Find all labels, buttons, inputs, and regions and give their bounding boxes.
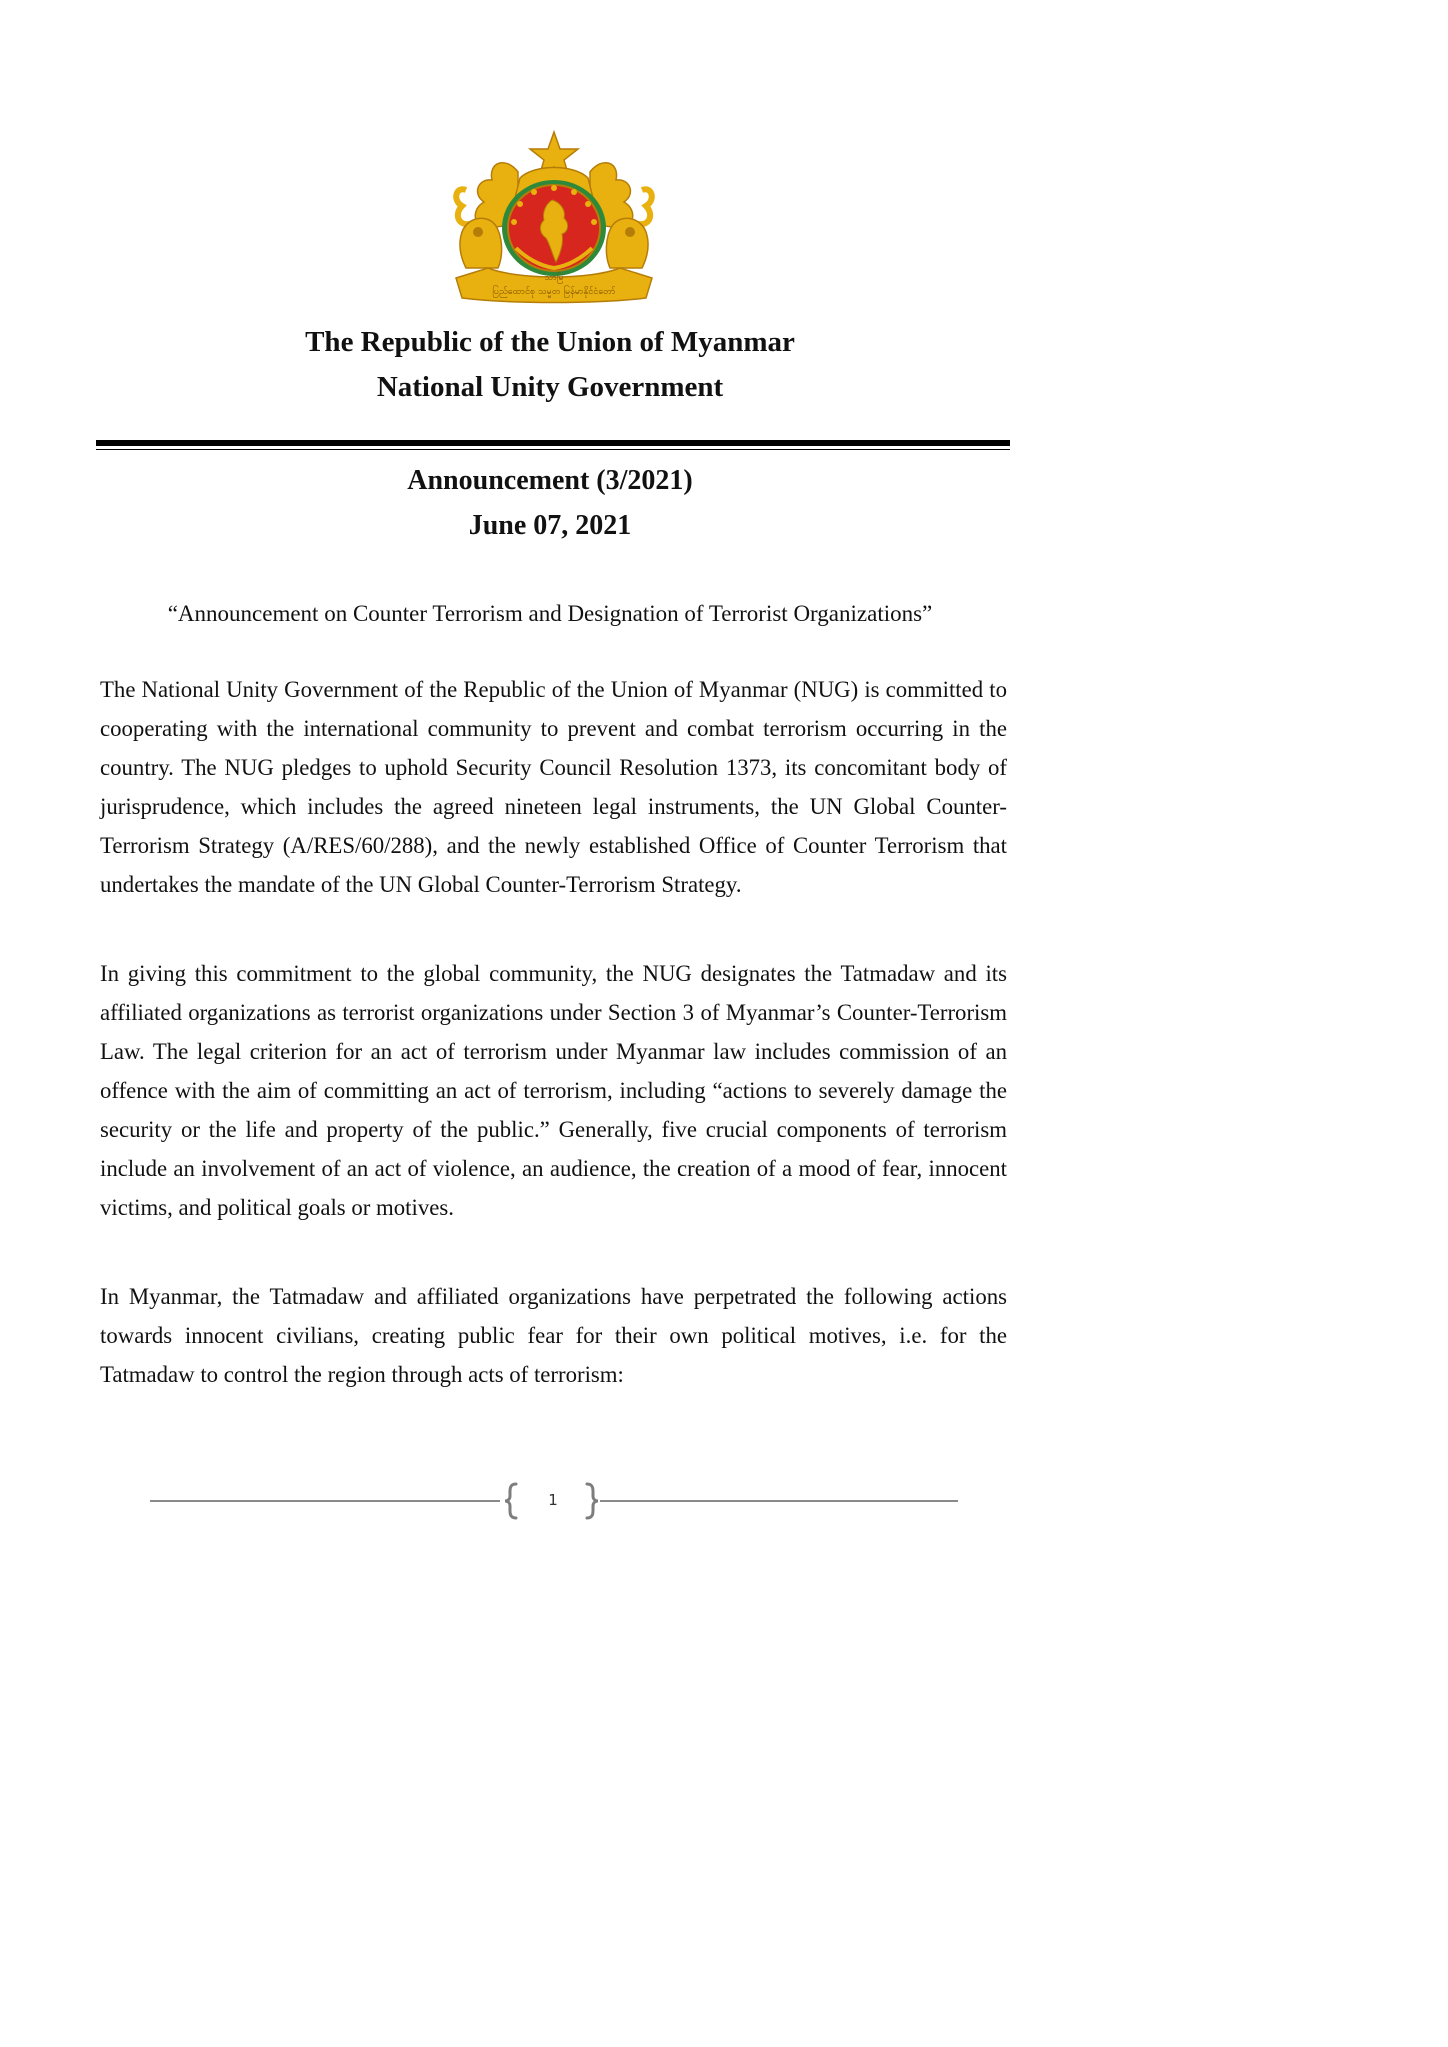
- government-name: National Unity Government: [376, 371, 724, 403]
- svg-text:သာမြဲ: သာမြဲ: [544, 273, 564, 283]
- announcement-title: Announcement (3/2021): [407, 465, 693, 496]
- body-paragraph: In giving this commitment to the global community, the NUG designates the Tatmadaw and its affiliated organizations as terrorist organizations under Section 3 of Myanmar’s Counter-Terrorism Law. The legal criterion for an act of terrorism under Myanmar law includes commission of an offence with the aim of committing an act of terrorism, including “actions to severely damage the security or the life and property of the public.” Generally, five crucial components of terrorism include an involvement of an act of violence, an audience, the creation of a mood of fear, innocent victims, and political goals or motives.: [100, 961, 1007, 1220]
- organization-name: The Republic of the Union of Myanmar: [305, 326, 795, 358]
- body-paragraph: The National Unity Government of the Republic of the Union of Myanmar (NUG) is committed to cooperating with the international community to prevent and combat terrorism occurring in the country. The NUG pledges to uphold Security Council Resolution 1373, its concomitant body of jurisprudence, which includes the agreed nineteen legal instruments, the UN Global Counter-Terrorism Strategy (A/RES/60/288), and the newly established Office of Counter Terrorism that undertakes the mandate of the UN Global Counter-Terrorism Strategy.: [100, 677, 1007, 897]
- announcement-subject: “Announcement on Counter Terrorism and Designation of Terrorist Organizations”: [167, 601, 933, 626]
- right-brace-icon: [584, 1482, 600, 1520]
- state-seal-emblem-icon: [448, 128, 660, 304]
- header-divider-thin: [96, 449, 1010, 450]
- header-divider-thick: [96, 440, 1010, 446]
- footer-divider-left: [150, 1500, 500, 1502]
- announcement-date: June 07, 2021: [468, 510, 632, 541]
- svg-text:ပြည်ထောင်စု သမ္မတ မြန်မာနိုင်င: ပြည်ထောင်စု သမ္မတ မြန်မာနိုင်ငံတော်: [492, 287, 616, 297]
- left-brace-icon: [503, 1482, 519, 1520]
- page-number: 1: [548, 1491, 558, 1509]
- body-paragraph: In Myanmar, the Tatmadaw and affiliated organizations have perpetrated the following actions towards innocent civilians, creating public fear for their own political motives, i.e. for the Tatmadaw to control the region through acts of terrorism:: [100, 1284, 1007, 1387]
- footer-divider-right: [600, 1500, 958, 1502]
